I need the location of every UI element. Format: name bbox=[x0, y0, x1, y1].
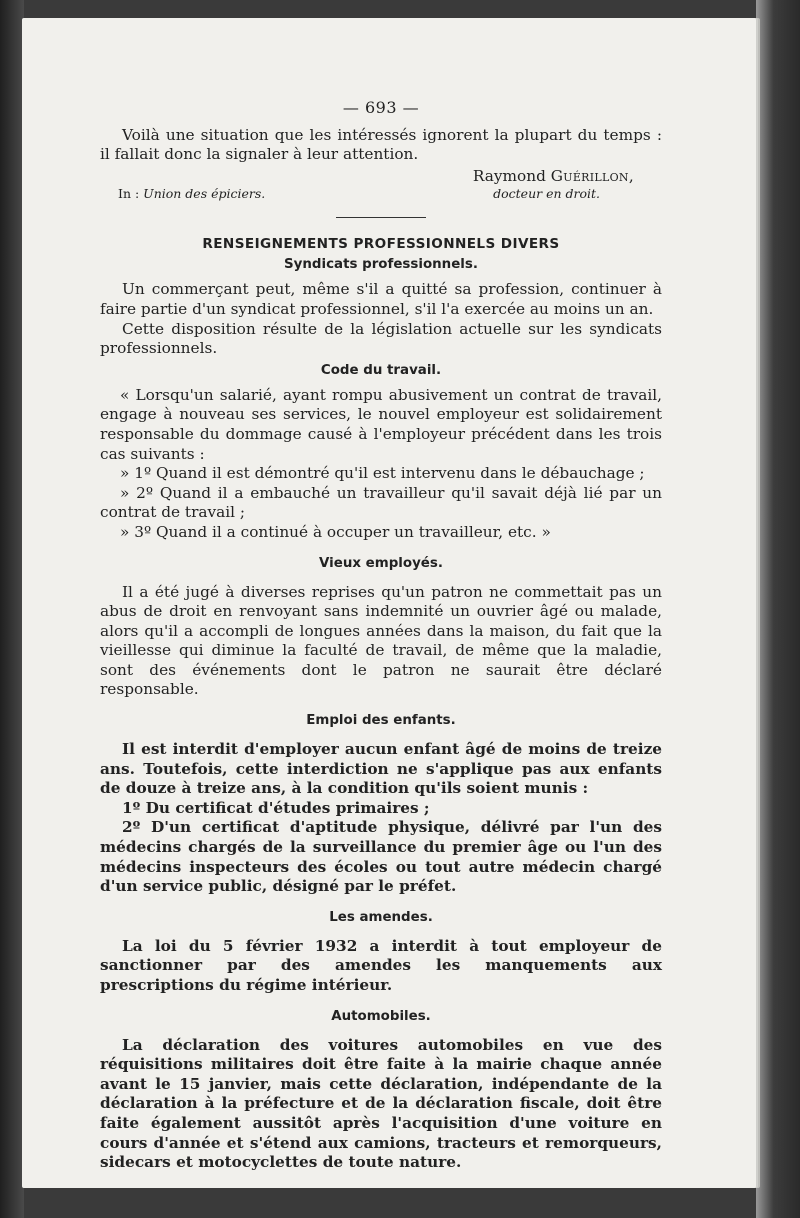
syndicats-paragraph-2: Cette disposition résulte de la législation actuelle sur les syndicats professionnels. bbox=[100, 319, 662, 358]
source-title: Union des épiciers. bbox=[143, 186, 266, 202]
section-title-emploi-enfants: Emploi des enfants. bbox=[306, 713, 456, 729]
signature-last-name: Guérillon, bbox=[550, 166, 634, 185]
section-title-amendes: Les amendes. bbox=[329, 909, 433, 925]
syndicats-paragraph-1: Un commerçant peut, même s'il a quitté sa profession, continuer à faire partie d'un syndicat professionnel, s'il l'a exercée au moins un an. bbox=[100, 280, 662, 318]
page-number: — 693 — bbox=[342, 98, 420, 117]
code-travail-case-3: » 3º Quand il a continué à occuper un travailleur, etc. » bbox=[120, 522, 551, 541]
scan-background-left bbox=[0, 0, 24, 1218]
vieux-employes-paragraph: Il a été jugé à diverses reprises qu'un patron ne commettait pas un abus de droit en renvoyant sans indemnité un ouvrier âgé ou malade, alors qu'il a accompli de longues années dans la maison, du fait que la vieillesse qui diminue la faculté de travail, de même que la maladie, sont des événements dont le patron ne saurait être déclaré responsable. bbox=[100, 582, 662, 699]
signature-title: docteur en droit. bbox=[493, 186, 600, 202]
separator-rule bbox=[336, 217, 426, 218]
amendes-paragraph: La loi du 5 février 1932 a interdit à tout employeur de sanctionner par des amendes les manquements aux prescriptions du régime intérieur. bbox=[100, 936, 662, 994]
source-prefix: In : bbox=[118, 186, 144, 202]
section-title-automobiles: Automobiles. bbox=[331, 1008, 431, 1024]
emploi-enfants-paragraph: Il est interdit d'employer aucun enfant âgé de moins de treize ans. Toutefois, cette interdiction ne s'applique pas aux enfants de douze à treize ans, à la condition qu'ils soient munis : bbox=[100, 740, 662, 798]
source-citation bbox=[100, 186, 265, 202]
scan-background-right bbox=[756, 0, 800, 1218]
page-content bbox=[100, 98, 662, 1173]
automobiles-paragraph: La déclaration des voitures automobiles en vue des réquisitions militaires doit être faite à la mairie chaque année avant le 15 janvier, mais cette déclaration, indépendante de la déclaration à la préfecture et de la déclaration fiscale, doit être faite également aussitôt après l'acquisition d'une voiture en cours d'année et s'étend aux camions, tracteurs et remorqueurs, sidecars et motocyclettes de toute nature. bbox=[100, 1035, 662, 1172]
code-travail-case-1: » 1º Quand il est démontré qu'il est intervenu dans le débauchage ; bbox=[120, 464, 645, 483]
section-title-vieux-employes: Vieux employés. bbox=[319, 555, 443, 571]
section-title-syndicats: Syndicats professionnels. bbox=[284, 257, 478, 273]
section-title-code-travail: Code du travail. bbox=[320, 362, 442, 378]
signature-first-name: Raymond bbox=[472, 166, 551, 185]
document-page bbox=[22, 18, 756, 1188]
emploi-enfants-item-2: 2º D'un certificat d'aptitude physique, délivré par l'un des médecins chargés de la surveillance du premier âge ou l'un des médecins inspecteurs des écoles ou tout autre médecin chargé d'un service public, désigné par le préfet. bbox=[100, 818, 662, 896]
source-row bbox=[100, 186, 662, 202]
code-travail-paragraph: « Lorsqu'un salarié, ayant rompu abusivement un contrat de travail, engage à nouveau ses services, le nouvel employeur est solidairement responsable du dommage causé à l'employeur précédent dans les trois cas suivants : bbox=[100, 385, 662, 463]
intro-paragraph: Voilà une situation que les intéressés ignorent la plupart du temps : il fallait donc la signaler à leur attention. bbox=[100, 125, 662, 164]
emploi-enfants-item-1: 1º Du certificat d'études primaires ; bbox=[122, 798, 430, 817]
signature-name bbox=[100, 167, 662, 187]
code-travail-case-2: » 2º Quand il a embauché un travailleur qu'il savait déjà lié par un contrat de travail ; bbox=[100, 483, 662, 522]
main-title: RENSEIGNEMENTS PROFESSIONNELS DIVERS bbox=[202, 236, 560, 253]
